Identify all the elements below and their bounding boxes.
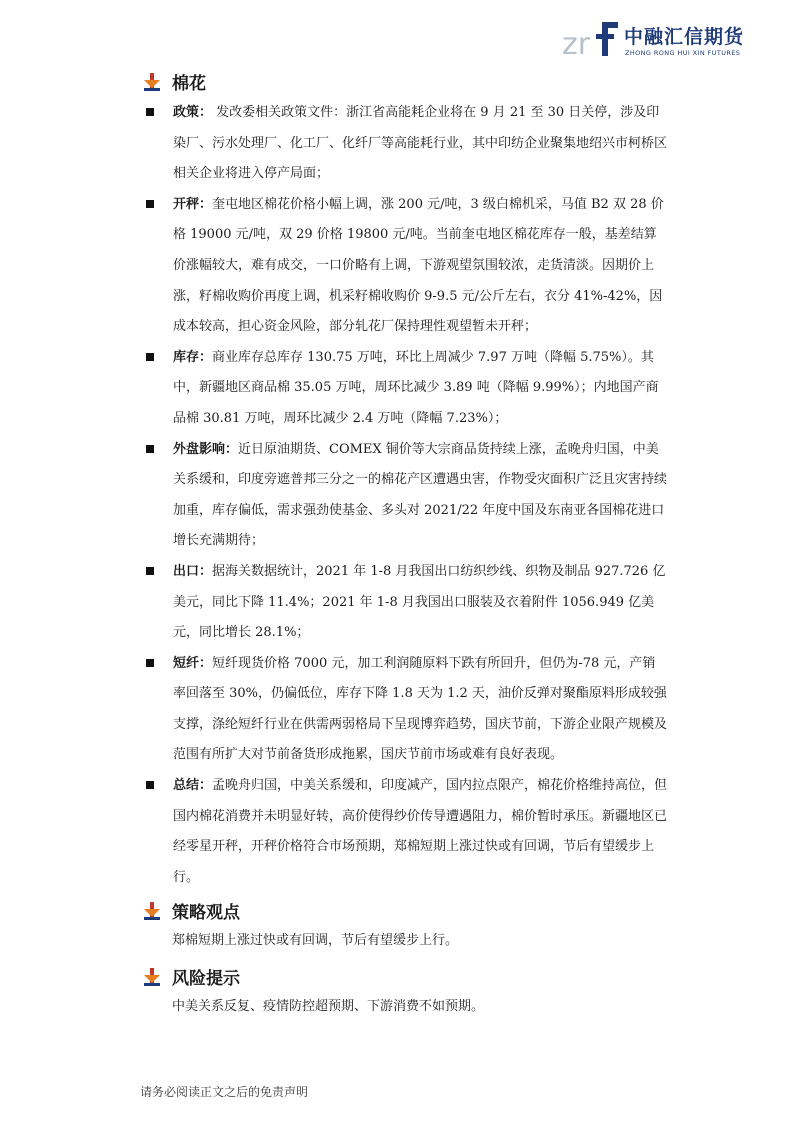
zrf-logo-mark-icon: [562, 18, 620, 60]
item-text: 发改委相关政策文件：浙江省高能耗企业将在 9 月 21 至 30 日关停，涉及印染厂、污水处理厂、化工厂、化纤厂等高能耗行业，其中印纺企业聚集地绍兴市柯桥区相关企业将进入停产局面；: [173, 105, 668, 182]
square-bullet-icon: [146, 108, 154, 116]
list-item-external-market: [140, 435, 668, 557]
strategy-text: 郑棉短期上涨过快或有回调，节后有望缓步上行。: [172, 933, 459, 949]
section-title: 棉花: [172, 74, 206, 94]
item-text: 孟晚舟归国，中美关系缓和，印度减产，国内拉点限产，棉花价格维持高位，但国内棉花消费并未明显好转，高价使得纱价传导遭遇阻力，棉价暂时承压。新疆地区已经零星开秤，开秤价格符合市场预期，郑棉短期上涨过快或有回调，节后有望缓步上行。: [173, 778, 668, 885]
square-bullet-icon: [146, 445, 154, 453]
item-label: 短纤：: [173, 655, 213, 671]
section-marker-icon: [144, 73, 160, 91]
list-item-staple-fiber: [140, 649, 668, 771]
item-text: 短纤现货价格 7000 元，加工利润随原料下跌有所回升，但仍为-78 元，产销率回落至 30%，仍偏低位，库存下降 1.8 天为 1.2 天，油价反弹对聚酯原料形成较强支撑，涤纶短纤行业在供需两弱格局下呈现博弈趋势，国庆节前，下游企业限产规模及范围有所扩大对节前备货形成拖累，国庆节前市场或难有良好表现。: [173, 655, 668, 763]
logo-chinese-name: 中融汇信期货: [624, 26, 745, 48]
item-label: 政策：: [173, 105, 213, 120]
list-item-export: [140, 557, 668, 649]
section-header-strategy: [140, 895, 668, 927]
section-header-risk: [140, 961, 668, 993]
report-body: [140, 64, 668, 1027]
item-text: 奎屯地区棉花价格小幅上调，涨 200 元/吨，3 级白棉机采，马值 B2 双 28 价格 19000 元/吨，双 29 价格 19800 元/吨。当前奎屯地区棉花库存一般，基差结算价涨幅较大，难有成交，一口价略有上调，下游观望氛围较浓，走货清淡。因期价上涨，籽棉收购价再度上调，机采籽棉收购价 9-9.5 元/公斤左右，衣分 41%-42%，因成本较高，担心资金风险，部分轧花厂保持理性观望暂未开秤；: [173, 196, 664, 335]
logo-english-name: ZHONG RONG HUI XIN FUTURES: [625, 49, 741, 57]
section-marker-icon: [144, 902, 160, 920]
item-label: 出口：: [173, 563, 213, 579]
square-bullet-icon: [146, 200, 154, 208]
item-text: 据海关数据统计，2021 年 1-8 月我国出口纺织纱线、织物及制品 927.726 亿美元，同比下降 11.4%；2021 年 1-8 月我国出口服装及衣着附件 1056.949 亿美元，同比增长 28.1%；: [173, 563, 666, 641]
item-text: 近日原油期货、COMEX 铜价等大宗商品货持续上涨，孟晚舟归国，中美关系缓和，印度旁遮普邦三分之一的棉花产区遭遇虫害，作物受灾面积广泛且灾害持续加重，库存偏低，需求强劲使基金、多头对 2021/22 年度中国及东南亚各国棉花进口增长充满期待；: [173, 441, 668, 549]
footer-disclaimer: 请务必阅读正文之后的免责声明: [140, 1085, 309, 1099]
company-logo: [562, 16, 782, 62]
square-bullet-icon: [146, 781, 154, 789]
svg-text:zr: zr: [562, 27, 591, 60]
list-item-opening: [140, 190, 668, 343]
section-title: 策略观点: [172, 903, 240, 924]
item-text: 商业库存总库存 130.75 万吨，环比上周减少 7.97 万吨（降幅 5.75%）。其中，新疆地区商品棉 35.05 万吨，周环比减少 3.89 吨（降幅 9.99%）；内地国产商品棉 30.81 万吨，周环比减少 2.4 万吨（降幅 7.23%）；: [173, 349, 659, 426]
list-item-policy: [140, 98, 668, 190]
square-bullet-icon: [146, 353, 154, 361]
square-bullet-icon: [146, 567, 154, 575]
section-header-cotton: [140, 66, 668, 98]
section-title: 风险提示: [172, 969, 240, 990]
list-item-inventory: [140, 343, 668, 435]
item-label: 库存：: [173, 349, 213, 365]
risk-text: 中美关系反复、疫情防控超预期、下游消费不如预期。: [172, 999, 485, 1015]
section-marker-icon: [144, 968, 160, 986]
square-bullet-icon: [146, 659, 154, 667]
item-label: 外盘影响：: [173, 441, 239, 457]
item-label: 总结：: [173, 778, 213, 794]
list-item-summary: [140, 771, 668, 893]
item-label: 开秤：: [173, 196, 213, 212]
